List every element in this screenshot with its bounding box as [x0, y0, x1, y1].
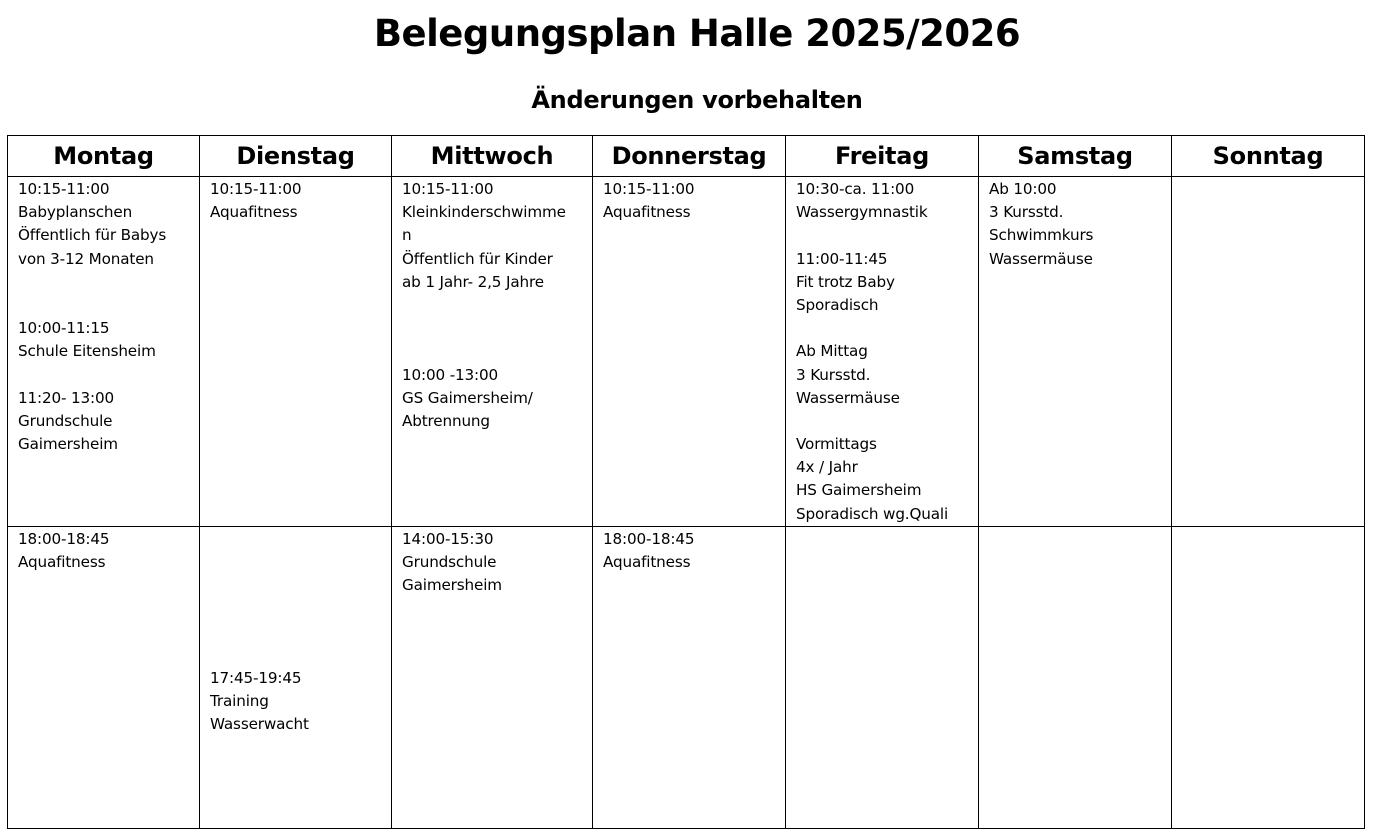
cell-text-line: Wassergymnastik	[796, 203, 928, 222]
cell-text-line: Gaimersheim	[18, 435, 118, 454]
cell-text-line: Schule Eitensheim	[18, 342, 156, 361]
schedule-cell	[979, 177, 1172, 527]
cell-text-line: Grundschule	[18, 411, 113, 430]
cell-text-line	[210, 574, 391, 597]
cell-text-line: Sporadisch	[796, 295, 879, 314]
cell-text-line: Ab Mittag	[796, 342, 868, 361]
cell-text-line: Babyplanschen	[18, 203, 133, 222]
page-subtitle: Änderungen vorbehalten	[531, 86, 863, 114]
cell-text-line: Wassermäuse	[989, 249, 1093, 268]
schedule-cell	[1172, 177, 1365, 527]
cell-text-line: von 3-12 Monaten	[18, 249, 154, 268]
day-header-sonntag: Sonntag	[1172, 136, 1365, 177]
cell-text-line: Schwimmkurs	[989, 226, 1094, 245]
cell-text-line: Abtrennung	[402, 411, 490, 430]
cell-text-line: 3 Kursstd.	[796, 365, 871, 384]
cell-text-line: Aquafitness	[18, 553, 106, 571]
cell-text-line: 11:00-11:45	[796, 249, 888, 268]
cell-text-line: 3 Kursstd.	[989, 203, 1064, 222]
cell-text-line: Aquafitness	[603, 203, 691, 222]
schedule-cell	[593, 177, 786, 527]
cell-text-line	[210, 621, 391, 644]
schedule-cell	[200, 526, 392, 828]
schedule-cell	[786, 177, 979, 527]
cell-text-line: 10:15-11:00	[210, 180, 302, 198]
schedule-cell	[593, 526, 786, 828]
schedule-cell	[200, 177, 392, 527]
cell-text-line	[402, 340, 592, 363]
cell-text-line: 10:30-ca. 11:00	[796, 180, 915, 198]
schedule-table	[7, 135, 1365, 829]
cell-text-line: 10:15-11:00	[603, 180, 695, 198]
cell-text-line: Grundschule	[402, 553, 497, 571]
cell-text-line: Wasserwacht	[210, 715, 309, 734]
cell-text-line: 17:45-19:45	[210, 668, 302, 687]
cell-text-line	[402, 317, 592, 340]
schedule-cell	[8, 526, 200, 828]
cell-text-line: 10:15-11:00	[18, 180, 110, 198]
cell-text-line: Vormittags	[796, 435, 877, 454]
cell-text-line	[18, 364, 199, 387]
cell-text-line: Training	[210, 692, 269, 711]
cell-text-line: 10:00 -13:00	[402, 365, 499, 384]
cell-text-line: 11:20- 13:00	[18, 388, 115, 407]
cell-text-line	[18, 271, 199, 294]
schedule-cell	[786, 526, 979, 828]
schedule-cell	[392, 526, 593, 828]
table-row	[8, 526, 1365, 828]
cell-text-line: 18:00-18:45	[603, 529, 695, 548]
cell-text-line	[210, 528, 391, 551]
schedule-cell	[8, 177, 200, 527]
cell-text-line	[210, 551, 391, 574]
cell-text-line	[796, 224, 978, 247]
cell-text-line	[210, 597, 391, 620]
cell-text-line	[210, 644, 391, 667]
cell-text-line	[796, 410, 978, 433]
cell-text-line: Öffentlich für Kinder	[402, 249, 553, 268]
day-header-samstag: Samstag	[979, 136, 1172, 177]
cell-text-line: Sporadisch wg.Quali	[796, 504, 949, 523]
cell-text-line: Öffentlich für Babys	[18, 226, 167, 245]
schedule-cell	[979, 526, 1172, 828]
cell-text-line: HS Gaimersheim	[796, 481, 922, 500]
cell-text-line	[796, 317, 978, 340]
page-title: Belegungsplan Halle 2025/2026	[373, 12, 1021, 55]
day-header-freitag: Freitag	[786, 136, 979, 177]
cell-text-line: 18:00-18:45	[18, 529, 110, 548]
header-row	[8, 136, 1365, 177]
cell-text-line: Wassermäuse	[796, 388, 900, 407]
cell-text-line	[402, 294, 592, 317]
cell-text-line: Gaimersheim	[402, 576, 502, 595]
cell-text-line: 10:15-11:00	[402, 180, 494, 198]
cell-text-line: GS Gaimersheim/	[402, 388, 533, 407]
day-header-montag: Montag	[8, 136, 200, 177]
schedule-cell	[392, 177, 593, 527]
cell-text-line: 14:00-15:30	[402, 529, 494, 548]
table-row	[8, 177, 1365, 527]
cell-text-line: Aquafitness	[603, 553, 691, 571]
cell-text-line: Aquafitness	[210, 203, 298, 222]
day-header-donnerstag: Donnerstag	[593, 136, 786, 177]
day-header-mittwoch: Mittwoch	[392, 136, 593, 177]
cell-text-line: n	[402, 226, 412, 245]
cell-text-line: ab 1 Jahr- 2,5 Jahre	[402, 272, 544, 291]
cell-text-line: Kleinkinderschwimme	[402, 203, 566, 222]
cell-text-line: Ab 10:00	[989, 180, 1057, 198]
cell-text-line: 4x / Jahr	[796, 458, 858, 477]
cell-text-line: 10:00-11:15	[18, 319, 110, 338]
cell-text-line: Fit trotz Baby	[796, 272, 895, 291]
day-header-dienstag: Dienstag	[200, 136, 392, 177]
schedule-cell	[1172, 526, 1365, 828]
cell-text-line	[18, 294, 199, 317]
